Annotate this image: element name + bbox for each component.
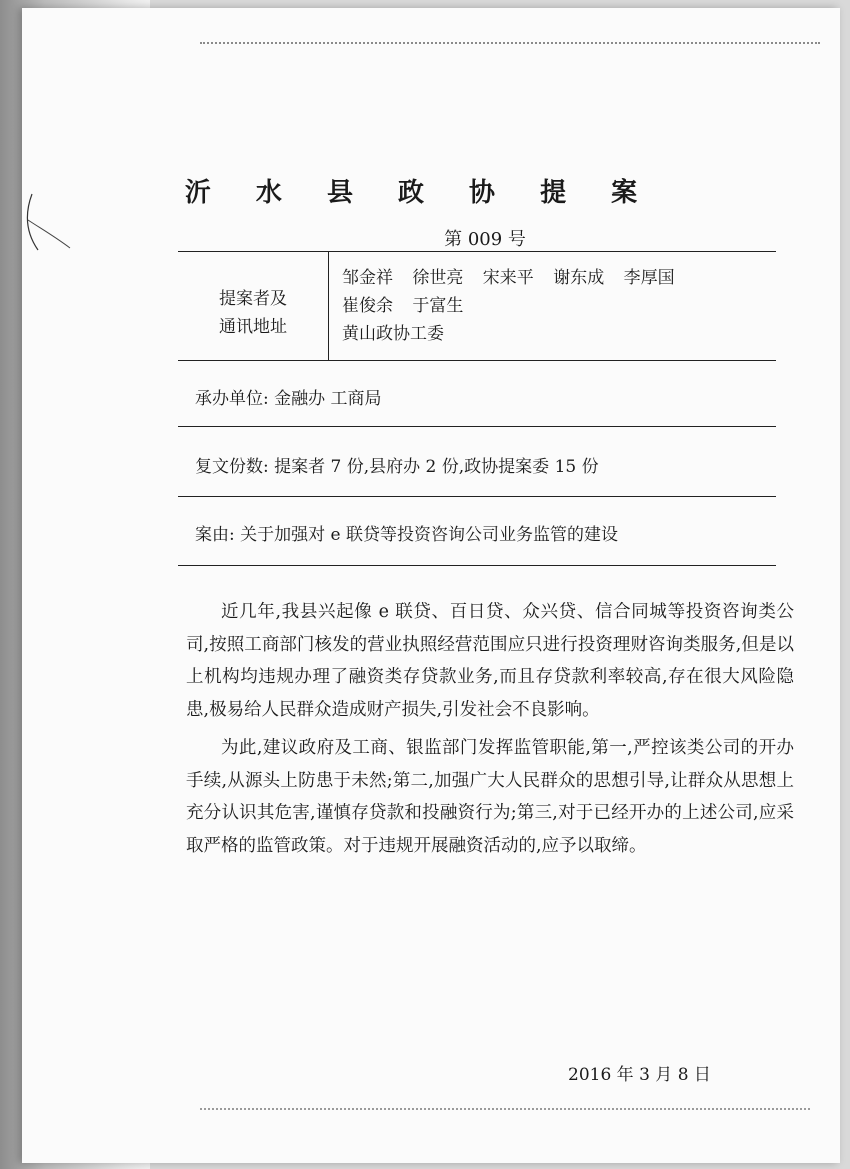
handling-unit: 承办单位: 金融办 工商局 bbox=[195, 389, 382, 409]
proposer-names bbox=[342, 264, 675, 348]
table-divider bbox=[328, 251, 329, 360]
body-paragraph-1: 近几年,我县兴起像 e 联贷、百日贷、众兴贷、信合同城等投资咨询类公司,按照工商部门核发的营业执照经营范围应只进行投资理财咨询类服务,但是以上机构均违规办理了融资类存贷款业务,而且存贷款利率较高,存在很大风险隐患,极易给人民群众造成财产损失,引发社会不良影响。 bbox=[186, 602, 794, 720]
pen-mark bbox=[20, 190, 80, 260]
table-rule-4 bbox=[178, 496, 776, 497]
proposers-line2: 崔俊余 于富生 bbox=[342, 296, 464, 316]
proposers-line1: 邹金祥 徐世亮 宋来平 谢东成 李厚国 bbox=[342, 268, 675, 288]
body-paragraph-2: 为此,建议政府及工商、银监部门发挥监管职能,第一,严控该类公司的开办手续,从源头上防患于未然;第二,加强广大人民群众的思想引导,让群众从思想上充分认识其危害,谨慎存贷款和投融资行为;第三,对于已经开办的上述公司,应采取严格的监管政策。对于违规开展融资活动的,应予以取缔。 bbox=[186, 738, 794, 856]
top-dotted-line bbox=[200, 42, 820, 44]
proposal-subject: 案由: 关于加强对 e 联贷等投资咨询公司业务监管的建设 bbox=[195, 525, 618, 545]
table-rule-top bbox=[178, 251, 776, 252]
proposer-label bbox=[178, 285, 328, 341]
document-title: 沂 水 县 政 协 提 案 bbox=[184, 178, 656, 208]
bottom-dotted-line bbox=[200, 1108, 810, 1110]
table-rule-3 bbox=[178, 426, 776, 427]
table-rule-bottom bbox=[178, 565, 776, 566]
copies-count: 复文份数: 提案者 7 份,县府办 2 份,政协提案委 15 份 bbox=[195, 457, 599, 477]
proposer-label-line2: 通讯地址 bbox=[219, 317, 287, 337]
proposer-label-line1: 提案者及 bbox=[219, 289, 287, 309]
proposers-line3: 黄山政协工委 bbox=[342, 324, 444, 344]
proposal-number: 第 009 号 bbox=[444, 229, 526, 250]
table-rule-2 bbox=[178, 360, 776, 361]
document-date: 2016 年 3 月 8 日 bbox=[568, 1065, 711, 1085]
proposal-body bbox=[186, 596, 794, 868]
